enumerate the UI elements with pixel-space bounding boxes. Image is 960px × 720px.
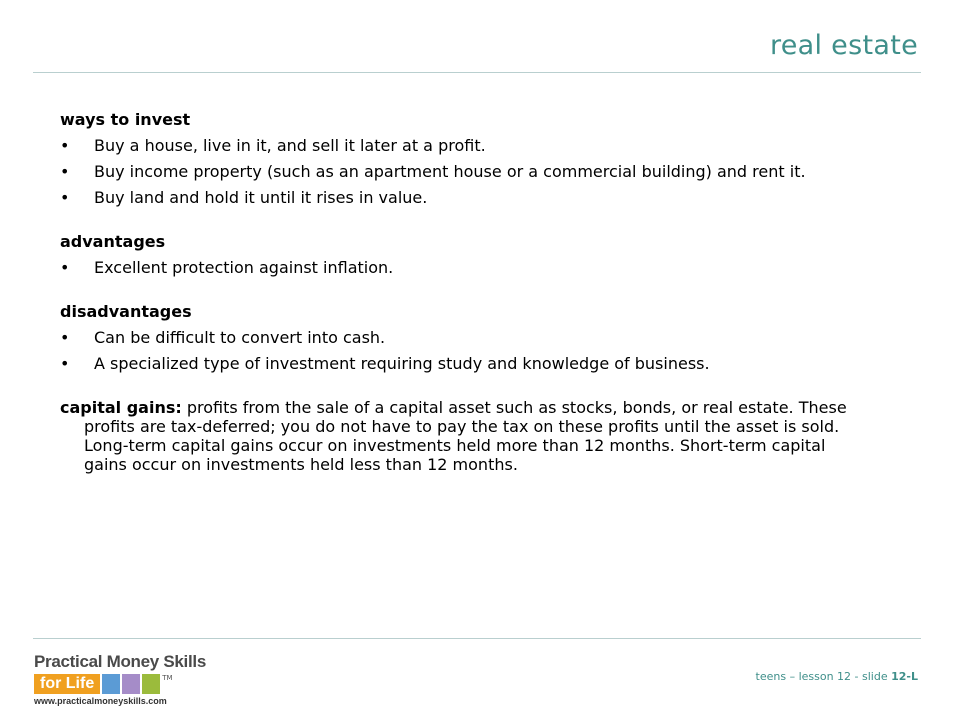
list-item: • Buy land and hold it until it rises in value. <box>60 188 428 207</box>
bullet-list <box>60 328 860 373</box>
slide-footer <box>756 670 918 683</box>
logo-square-blue-icon <box>102 674 120 694</box>
list-item: • Buy income property (such as an apartment house or a commercial building) and rent it. <box>60 162 806 181</box>
definition-term: capital gains: <box>60 398 182 417</box>
definition-text: profits from the sale of a capital asset such as stocks, bonds, or real estate. These profits are tax-deferred; you do not have to pay the tax on these profits until the asset is sold. Long-term capital gains occur on investments held more than 12 months. Short-term capital gains occur on investments held less than 12 months. <box>84 398 847 474</box>
practical-money-skills-logo <box>34 652 209 706</box>
footer-lesson-label: teens – lesson 12 - slide <box>755 670 892 683</box>
bullet-icon: • <box>60 354 70 373</box>
footer-slide-number: 12-L <box>891 670 918 683</box>
bullet-icon: • <box>60 328 70 347</box>
list-item: • Buy a house, live in it, and sell it later at a profit. <box>60 136 486 155</box>
section-disadvantages <box>60 302 860 373</box>
slide-title: real estate <box>769 30 918 61</box>
section-heading: advantages <box>60 232 166 251</box>
logo-badge: for Life <box>34 674 100 694</box>
logo-title: Practical Money Skills <box>34 652 206 671</box>
list-item: • A specialized type of investment requiring study and knowledge of business. <box>60 354 710 373</box>
bullet-icon: • <box>60 136 70 155</box>
section-heading: ways to invest <box>60 110 191 129</box>
logo-square-green-icon <box>142 674 160 694</box>
top-divider <box>33 72 921 73</box>
bullet-list <box>60 136 860 207</box>
bullet-icon: • <box>60 258 70 277</box>
trademark-mark: TM <box>162 674 173 682</box>
list-item: • Excellent protection against inflation. <box>60 258 394 277</box>
list-item: • Can be difficult to convert into cash. <box>60 328 386 347</box>
bullet-icon: • <box>60 162 70 181</box>
logo-url: www.practicalmoneyskills.com <box>34 696 167 706</box>
capital-gains-definition <box>60 398 860 474</box>
bullet-list <box>60 258 860 277</box>
section-ways-to-invest <box>60 110 860 207</box>
slide-content <box>60 110 860 474</box>
section-advantages <box>60 232 860 277</box>
bullet-icon: • <box>60 188 70 207</box>
bottom-divider <box>33 638 921 639</box>
logo-square-purple-icon <box>122 674 140 694</box>
section-heading: disadvantages <box>60 302 192 321</box>
